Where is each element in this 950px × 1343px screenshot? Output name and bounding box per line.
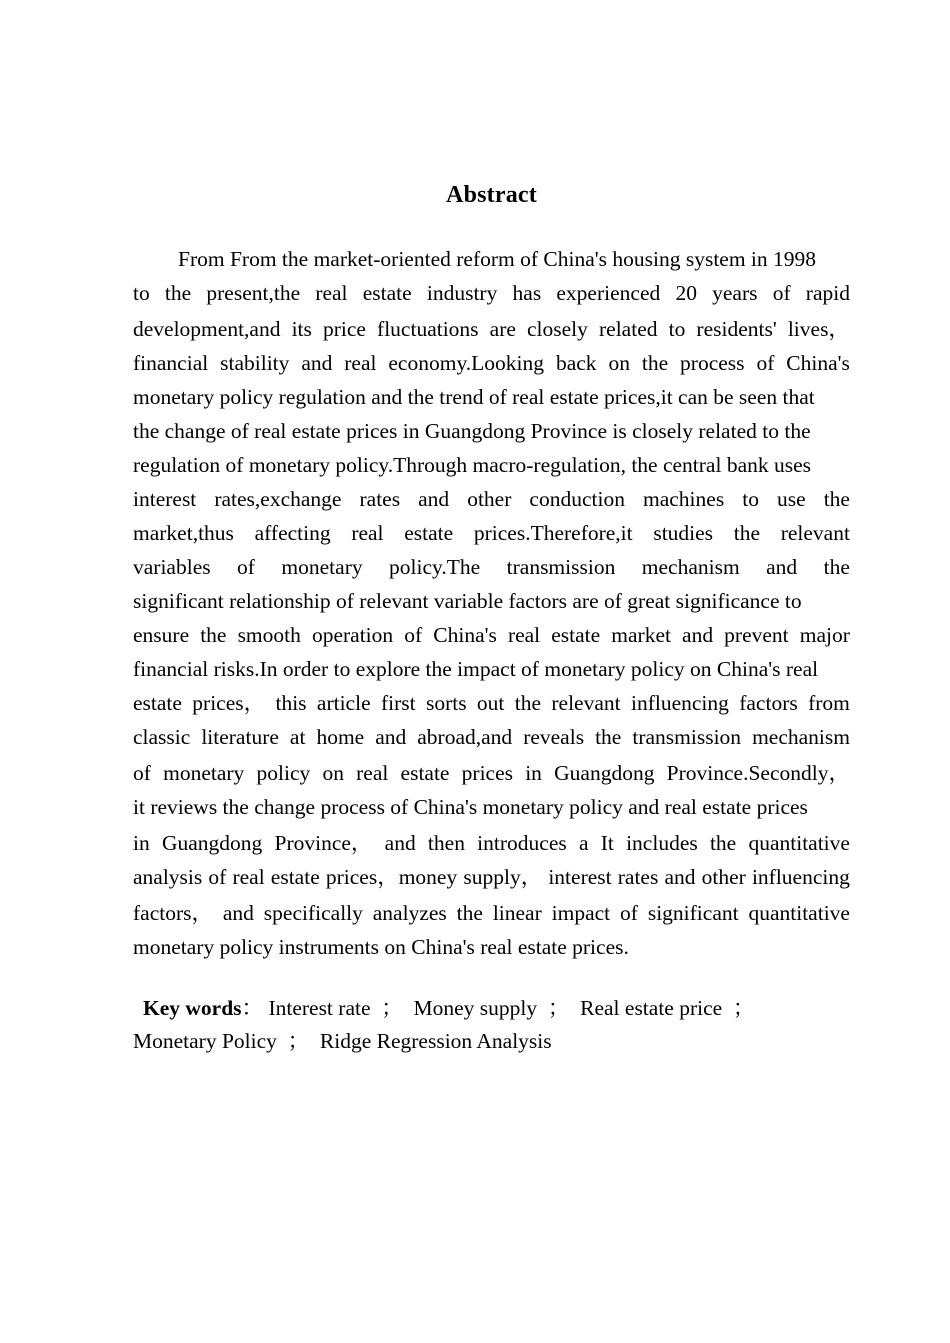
abstract-word: and — [375, 725, 407, 749]
abstract-word: smooth — [237, 623, 301, 647]
abstract-word: regulation of monetary policy.Through macro-regulation, the central bank uses — [133, 453, 812, 477]
abstract-word: real — [356, 761, 389, 785]
abstract-word: sorts — [425, 691, 467, 715]
abstract-word: prices， — [192, 691, 266, 715]
abstract-word: first — [380, 691, 416, 715]
abstract-line — [133, 482, 850, 516]
abstract-word: ensure — [133, 623, 190, 647]
abstract-word: stability — [220, 351, 290, 375]
abstract-word: variables — [133, 555, 211, 579]
abstract-word: estate — [362, 281, 412, 305]
abstract-word: process — [680, 351, 745, 375]
abstract-word: rapid — [805, 281, 850, 305]
keywords-terms-line-2: Monetary Policy ； Ridge Regression Analysis — [133, 1029, 552, 1053]
abstract-word: of — [133, 761, 151, 785]
abstract-line — [133, 516, 850, 550]
abstract-word: interest — [133, 487, 197, 511]
abstract-word: use — [777, 487, 806, 511]
abstract-word: monetary — [281, 555, 363, 579]
abstract-word: the — [823, 487, 850, 511]
abstract-word: 20 — [675, 281, 697, 305]
abstract-word: are — [489, 317, 516, 341]
abstract-word: and — [384, 831, 416, 855]
abstract-line — [133, 584, 850, 618]
abstract-word: market — [611, 623, 671, 647]
abstract-word: estate — [551, 623, 601, 647]
abstract-word: literature — [201, 725, 279, 749]
abstract-word: influencing — [751, 865, 850, 889]
abstract-word: industry — [426, 281, 498, 305]
abstract-word: China's — [433, 623, 497, 647]
abstract-word: to — [668, 317, 686, 341]
abstract-word: impact — [551, 901, 611, 925]
keywords-label: Key words — [143, 996, 242, 1020]
abstract-word: mechanism — [641, 555, 740, 579]
abstract-word: linear — [492, 901, 542, 925]
abstract-word: real — [344, 351, 377, 375]
abstract-word: influencing — [630, 691, 729, 715]
abstract-word: the — [164, 281, 192, 305]
abstract-word: transmission — [632, 725, 742, 749]
abstract-word: interest — [548, 865, 612, 889]
abstract-word: machines — [643, 487, 725, 511]
abstract-word: the — [641, 351, 669, 375]
abstract-word: quantitative — [748, 831, 850, 855]
abstract-word: studies — [653, 521, 714, 545]
abstract-word: supply， — [463, 865, 543, 889]
abstract-line — [133, 346, 850, 380]
abstract-word: from — [808, 691, 850, 715]
abstract-word: conduction — [529, 487, 625, 511]
abstract-word: financial — [133, 351, 209, 375]
abstract-word: prices.Therefore,it — [473, 521, 633, 545]
abstract-word: the — [456, 901, 483, 925]
abstract-line — [133, 860, 850, 894]
abstract-word: lives， — [787, 317, 850, 341]
abstract-word: quantitative — [748, 901, 850, 925]
abstract-word: of — [208, 865, 227, 889]
abstract-word: in — [525, 761, 542, 785]
abstract-word: at — [289, 725, 306, 749]
keywords-line-second — [133, 1025, 850, 1058]
abstract-word: market,thus — [133, 521, 234, 545]
abstract-word: estate — [270, 865, 320, 889]
abstract-word: monetary policy regulation and the trend of real estate prices,it can be seen that — [133, 385, 815, 409]
abstract-word: analyzes — [372, 901, 447, 925]
abstract-word: factors — [739, 691, 798, 715]
abstract-word: specifically — [263, 901, 363, 925]
abstract-word: classic — [133, 725, 191, 749]
abstract-word: fluctuations — [377, 317, 479, 341]
abstract-word: prices — [461, 761, 514, 785]
abstract-word: of — [772, 281, 791, 305]
abstract-line — [133, 930, 850, 964]
abstract-word: price — [322, 317, 366, 341]
abstract-word: and — [222, 901, 254, 925]
abstract-word: out — [476, 691, 505, 715]
abstract-word: rates,exchange — [214, 487, 342, 511]
abstract-word: monetary — [163, 761, 245, 785]
abstract-line — [133, 310, 850, 346]
abstract-word: and — [301, 351, 333, 375]
abstract-word: of — [237, 555, 255, 579]
abstract-word: policy.The — [389, 555, 481, 579]
abstract-word: to — [133, 281, 150, 305]
abstract-word: and — [682, 623, 714, 647]
abstract-line — [133, 242, 850, 276]
abstract-word: affecting — [254, 521, 331, 545]
abstract-word: of — [620, 901, 638, 925]
abstract-word: mechanism — [752, 725, 850, 749]
abstract-word: on — [322, 761, 344, 785]
abstract-word: it reviews the change process of China's monetary policy and real estate prices — [133, 795, 808, 819]
abstract-word: analysis — [133, 865, 203, 889]
abstract-word: operation — [311, 623, 394, 647]
abstract-word: real — [507, 623, 541, 647]
abstract-word: policy — [256, 761, 311, 785]
abstract-word: this — [275, 691, 307, 715]
abstract-word: financial risks.In order to explore the impact of monetary policy on China's real — [133, 657, 819, 681]
abstract-line — [133, 276, 850, 310]
abstract-word: monetary policy instruments on China's real estate prices. — [133, 935, 629, 959]
abstract-word: and — [418, 487, 450, 511]
page-title: Abstract — [446, 182, 537, 208]
abstract-word: China's — [786, 351, 850, 375]
abstract-line — [133, 824, 850, 860]
abstract-word: present,the — [206, 281, 301, 305]
abstract-line — [133, 414, 850, 448]
abstract-word: the — [595, 725, 622, 749]
abstract-word: the — [733, 521, 761, 545]
abstract-word: economy.Looking — [388, 351, 545, 375]
abstract-word: and — [664, 865, 696, 889]
abstract-word: of — [404, 623, 423, 647]
abstract-word: factors， — [133, 901, 213, 925]
abstract-word: the — [200, 623, 227, 647]
abstract-line — [133, 380, 850, 414]
abstract-word: to — [742, 487, 759, 511]
abstract-word: significant — [647, 901, 739, 925]
abstract-word: relevant — [780, 521, 850, 545]
abstract-word: From From the market-oriented reform of China's housing system in 1998 — [178, 247, 817, 271]
abstract-word: other — [701, 865, 746, 889]
abstract-line — [133, 550, 850, 584]
abstract-word: real — [315, 281, 348, 305]
abstract-word: article — [316, 691, 371, 715]
abstract-word: a — [578, 831, 589, 855]
abstract-word: closely — [527, 317, 588, 341]
keywords-colon: ： — [241, 996, 269, 1020]
abstract-word: other — [467, 487, 512, 511]
abstract-line — [133, 686, 850, 720]
abstract-word: real — [351, 521, 384, 545]
abstract-line — [133, 448, 850, 482]
abstract-word: relevant — [551, 691, 621, 715]
abstract-word: development,and — [133, 317, 281, 341]
abstract-word: Guangdong — [161, 831, 263, 855]
abstract-word: years — [712, 281, 758, 305]
abstract-word: then — [427, 831, 465, 855]
abstract-word: significant relationship of relevant variable factors are of great significance to — [133, 589, 802, 613]
abstract-word: prevent — [724, 623, 789, 647]
keywords-terms-line-1: Interest rate ； Money supply ； Real estate price ； — [268, 996, 755, 1020]
abstract-line — [133, 894, 850, 930]
abstract-word: abroad,and — [417, 725, 513, 749]
abstract-word: home — [316, 725, 365, 749]
abstract-word: It — [600, 831, 614, 855]
abstract-word: residents' — [696, 317, 777, 341]
abstract-word: Province， — [274, 831, 373, 855]
abstract-word: experienced — [556, 281, 661, 305]
abstract-word: major — [799, 623, 850, 647]
abstract-paragraph — [133, 242, 850, 964]
keywords-line-first — [133, 992, 850, 1025]
abstract-word: includes — [626, 831, 698, 855]
abstract-word: reveals — [523, 725, 585, 749]
abstract-word: and — [766, 555, 798, 579]
abstract-word: back — [555, 351, 597, 375]
abstract-word: rates — [359, 487, 401, 511]
abstract-word: related — [599, 317, 658, 341]
abstract-word: estate — [404, 521, 454, 545]
abstract-line — [133, 652, 850, 686]
abstract-word: rates — [617, 865, 659, 889]
abstract-word: the change of real estate prices in Guangdong Province is closely related to the — [133, 419, 811, 443]
abstract-word: on — [608, 351, 630, 375]
abstract-line — [133, 754, 850, 790]
abstract-word: introduces — [477, 831, 567, 855]
abstract-word: estate — [133, 691, 182, 715]
abstract-word: estate — [400, 761, 450, 785]
abstract-word: Guangdong — [554, 761, 655, 785]
abstract-word: the — [514, 691, 542, 715]
keywords-section — [133, 992, 850, 1058]
abstract-word: has — [512, 281, 542, 305]
abstract-word: Province.Secondly， — [666, 761, 850, 785]
abstract-word: prices，money — [325, 865, 458, 889]
abstract-word: in — [133, 831, 150, 855]
abstract-word: real — [232, 865, 265, 889]
abstract-word: the — [823, 555, 850, 579]
abstract-line — [133, 720, 850, 754]
abstract-word: its — [291, 317, 312, 341]
abstract-line — [133, 790, 850, 824]
abstract-line — [133, 618, 850, 652]
abstract-word: of — [756, 351, 775, 375]
abstract-word: the — [709, 831, 737, 855]
abstract-word: transmission — [506, 555, 616, 579]
